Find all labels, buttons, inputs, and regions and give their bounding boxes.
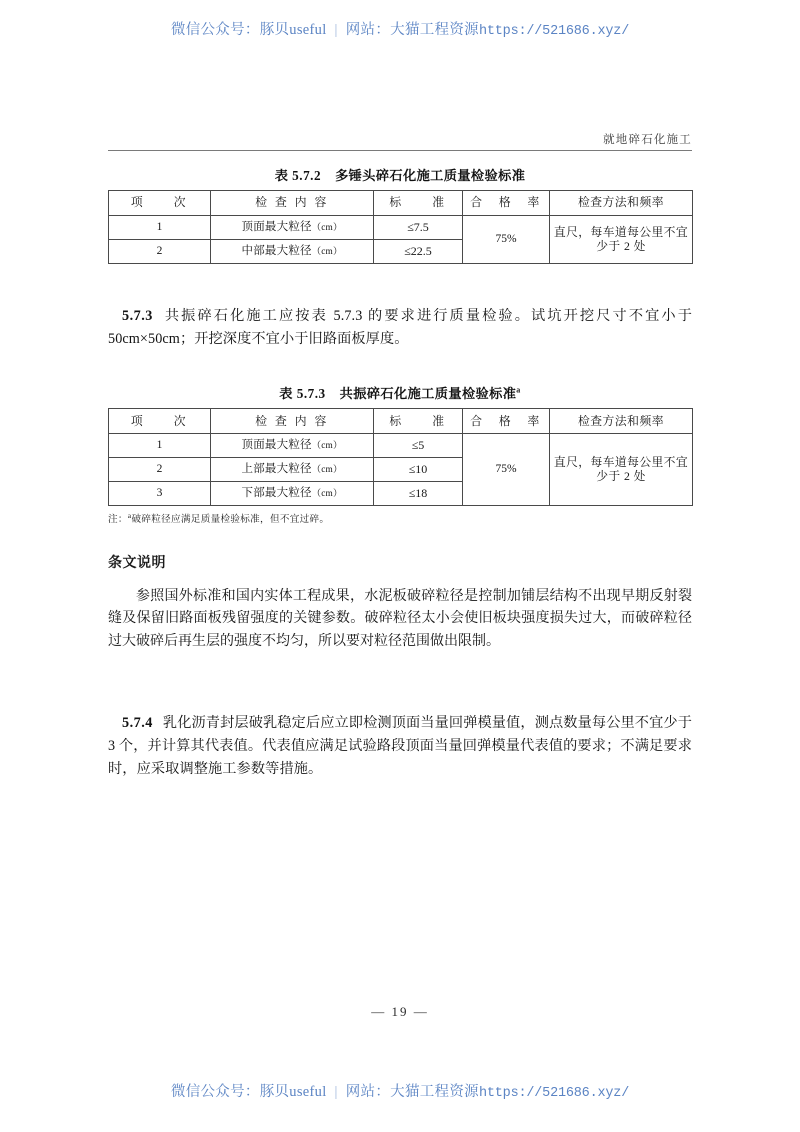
table-573-r3-index: 3	[109, 482, 211, 506]
table-573-header-row	[109, 409, 693, 434]
table-572-r2-standard: ≤22.5	[374, 240, 463, 264]
watermark-url: https://521686.xyz/	[478, 24, 630, 39]
table-572-method: 直尺，每车道每公里不宜少于 2 处	[550, 216, 693, 264]
table-573-caption-title: 共振碎石化施工质量检验标准	[339, 386, 517, 402]
table-573-header-method: 检查方法和频率	[550, 409, 693, 434]
table-row	[109, 216, 693, 240]
table-572	[108, 190, 693, 264]
header-rule	[108, 150, 692, 151]
watermark-bottom-wechat-value: 豚贝useful	[259, 1084, 327, 1100]
watermark-wechat-value: 豚贝useful	[259, 22, 327, 38]
table-573-caption	[108, 383, 692, 402]
running-head: 就地碎石化施工	[603, 134, 692, 146]
table-572-r2-item	[211, 240, 374, 264]
explanation-heading: 条文说明	[108, 555, 166, 571]
clause-574-text: 乳化沥青封层破乳稳定后应立即检测顶面当量回弹模量值，测点数量每公里不宜少于 3 个，并计算其代表值。代表值应满足试验路段顶面当量回弹模量代表值的要求；不满足要求时，应采取调整施工参数等措施。	[108, 714, 692, 777]
table-573-header-index: 项 次	[109, 409, 211, 434]
table-573-r2-index: 2	[109, 458, 211, 482]
clause-573-text: 共振碎石化施工应按表 5.7.3 的要求进行质量检验。试坑开挖尺寸不宜小于 50cm×50cm；开挖深度不宜小于旧路面板厚度。	[108, 308, 692, 348]
table-573-r3-standard: ≤18	[374, 482, 463, 506]
clause-573	[108, 305, 692, 351]
table-573-note-prefix: 注：	[108, 514, 128, 526]
table-572-r2-index: 2	[109, 240, 211, 264]
table-573-header-rate: 合 格 率	[463, 409, 550, 434]
table-573	[108, 408, 693, 506]
table-572-block	[108, 165, 692, 264]
table-573-block	[108, 383, 692, 525]
watermark-bottom-site-value: 大猫工程资源	[390, 1084, 479, 1100]
table-572-header-standard: 标 准	[374, 191, 463, 216]
table-573-note	[108, 511, 692, 525]
table-572-header-method: 检查方法和频率	[550, 191, 693, 216]
table-572-header-rate: 合 格 率	[463, 191, 550, 216]
table-573-r1-standard: ≤5	[374, 434, 463, 458]
document-page	[108, 0, 692, 795]
table-573-r1-item-unit: （cm）	[311, 441, 343, 452]
table-572-pass-rate: 75%	[463, 216, 550, 264]
table-573-caption-number: 表 5.7.3	[279, 386, 326, 402]
table-572-r2-item-text: 中部最大粒径	[241, 244, 312, 257]
table-573-caption-note-marker: a	[516, 385, 521, 395]
table-572-header-index: 项 次	[109, 191, 211, 216]
table-573-header-standard: 标 准	[374, 409, 463, 434]
table-573-note-text: 破碎粒径应满足质量检验标准，但不宜过碎。	[131, 514, 330, 526]
table-572-header-row	[109, 191, 693, 216]
table-573-r2-item	[211, 458, 374, 482]
watermark-separator: |	[334, 22, 338, 38]
table-573-r1-item-text: 顶面最大粒径	[241, 439, 312, 452]
table-573-r2-item-unit: （cm）	[311, 465, 343, 476]
clause-574-number: 5.7.4	[122, 714, 153, 731]
table-572-r1-standard: ≤7.5	[374, 216, 463, 240]
watermark-wechat-label: 微信公众号：	[170, 22, 260, 38]
table-573-r3-item-text: 下部最大粒径	[241, 487, 312, 500]
table-572-r1-item-text: 顶面最大粒径	[241, 220, 312, 233]
table-573-r1-item	[211, 434, 374, 458]
table-572-r1-index: 1	[109, 216, 211, 240]
table-572-r1-item	[211, 216, 374, 240]
page-number: — 19 —	[371, 1004, 429, 1019]
table-572-caption-number: 表 5.7.2	[274, 168, 322, 183]
table-573-r2-item-text: 上部最大粒径	[241, 463, 312, 476]
table-573-pass-rate: 75%	[463, 434, 550, 506]
table-573-note-marker: a	[127, 511, 132, 521]
table-572-r2-item-unit: （cm）	[311, 246, 343, 257]
table-573-r3-item-unit: （cm）	[311, 489, 343, 500]
clause-574	[108, 712, 692, 781]
watermark-bottom-url: https://521686.xyz/	[478, 1086, 630, 1101]
table-573-r2-standard: ≤10	[374, 458, 463, 482]
watermark-bottom-wechat-label: 微信公众号：	[170, 1084, 260, 1100]
table-573-method: 直尺，每车道每公里不宜少于 2 处	[550, 434, 693, 506]
watermark-bottom-site-label: 网站：	[345, 1084, 391, 1100]
table-573-r3-item	[211, 482, 374, 506]
table-572-caption	[108, 165, 692, 184]
clause-573-number: 5.7.3	[122, 308, 153, 325]
table-row	[109, 434, 693, 458]
table-572-r1-item-unit: （cm）	[311, 222, 343, 233]
watermark-bottom	[0, 1080, 800, 1101]
watermark-site-value: 大猫工程资源	[390, 22, 479, 38]
watermark-site-label: 网站：	[345, 22, 391, 38]
table-573-r1-index: 1	[109, 434, 211, 458]
table-572-header-item: 检 查 内 容	[211, 191, 374, 216]
table-573-header-item: 检 查 内 容	[211, 409, 374, 434]
watermark-bottom-separator: |	[334, 1084, 338, 1100]
table-572-caption-title: 多锤头碎石化施工质量检验标准	[335, 168, 526, 183]
explanation-body: 参照国外标准和国内实体工程成果，水泥板破碎粒径是控制加铺层结构不出现早期反射裂缝及保留旧路面板残留强度的关键参数。破碎粒径太小会使旧板块强度损失过大，而破碎粒径过大破碎后再生层的强度不均匀，所以要对粒径范围做出限制。	[108, 588, 692, 649]
